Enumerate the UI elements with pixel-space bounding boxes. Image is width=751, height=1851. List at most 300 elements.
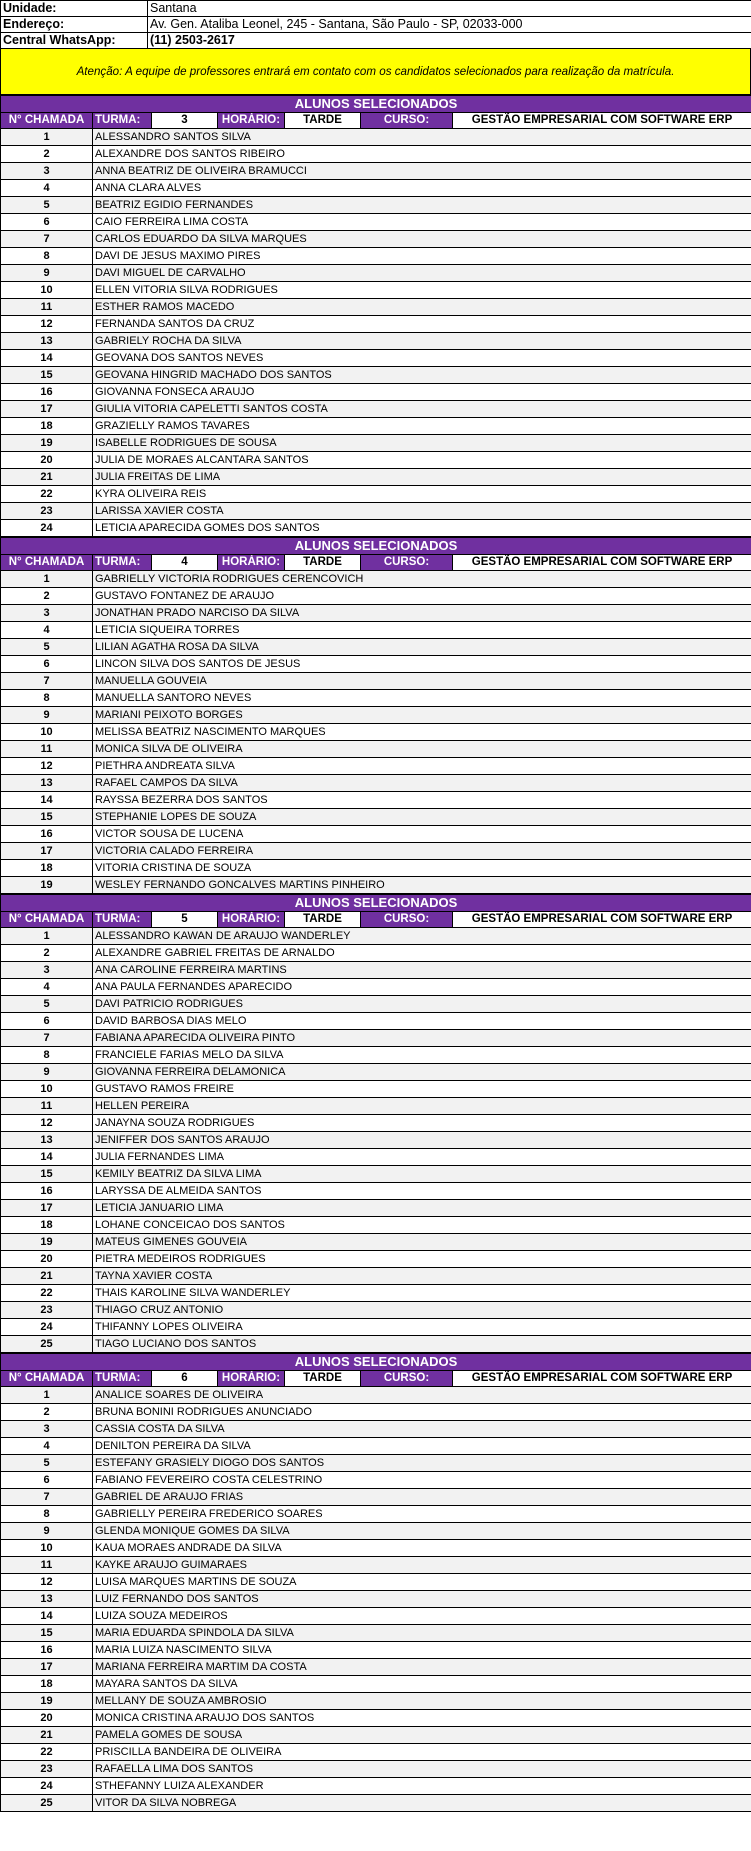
student-name: RAYSSA BEZERRA DOS SANTOS <box>93 792 751 809</box>
student-name: ESTEFANY GRASIELY DIOGO DOS SANTOS <box>93 1455 751 1472</box>
student-name: TAYNA XAVIER COSTA <box>93 1268 751 1285</box>
chamada-number: 2 <box>1 945 93 962</box>
turma-section <box>0 95 751 537</box>
horario-label: HORÁRIO: <box>218 1371 285 1387</box>
chamada-number: 11 <box>1 299 93 316</box>
student-row <box>1 1132 751 1149</box>
student-name: GIULIA VITORIA CAPELETTI SANTOS COSTA <box>93 401 751 418</box>
chamada-number: 19 <box>1 1234 93 1251</box>
chamada-number: 14 <box>1 350 93 367</box>
student-row <box>1 1438 751 1455</box>
chamada-number: 14 <box>1 792 93 809</box>
chamada-number: 8 <box>1 248 93 265</box>
student-row <box>1 197 751 214</box>
chamada-number: 18 <box>1 1217 93 1234</box>
chamada-number: 12 <box>1 316 93 333</box>
student-row <box>1 724 751 741</box>
student-row <box>1 1285 751 1302</box>
student-name: GABRIELY ROCHA DA SILVA <box>93 333 751 350</box>
student-row <box>1 248 751 265</box>
student-name: MAYARA SANTOS DA SILVA <box>93 1676 751 1693</box>
student-row <box>1 1761 751 1778</box>
student-row <box>1 1557 751 1574</box>
student-name: GUSTAVO RAMOS FREIRE <box>93 1081 751 1098</box>
chamada-number: 10 <box>1 282 93 299</box>
horario-value: TARDE <box>285 912 361 928</box>
chamada-number: 2 <box>1 1404 93 1421</box>
chamada-number: 10 <box>1 1081 93 1098</box>
student-name: KEMILY BEATRIZ DA SILVA LIMA <box>93 1166 751 1183</box>
student-row <box>1 146 751 163</box>
chamada-number: 21 <box>1 1727 93 1744</box>
student-name: PIETRA MEDEIROS RODRIGUES <box>93 1251 751 1268</box>
student-name: JENIFFER DOS SANTOS ARAUJO <box>93 1132 751 1149</box>
student-row <box>1 758 751 775</box>
chamada-number: 4 <box>1 622 93 639</box>
student-name: DAVI MIGUEL DE CARVALHO <box>93 265 751 282</box>
chamada-header: N° CHAMADA <box>1 555 93 571</box>
chamada-number: 17 <box>1 401 93 418</box>
student-row <box>1 1047 751 1064</box>
unidade-label: Unidade: <box>1 1 148 17</box>
chamada-number: 6 <box>1 1013 93 1030</box>
student-name: GABRIELLY VICTORIA RODRIGUES CERENCOVICH <box>93 571 751 588</box>
student-name: STHEFANNY LUIZA ALEXANDER <box>93 1778 751 1795</box>
chamada-number: 24 <box>1 520 93 537</box>
student-name: GLENDA MONIQUE GOMES DA SILVA <box>93 1523 751 1540</box>
student-row <box>1 979 751 996</box>
endereco-row <box>1 17 751 33</box>
chamada-number: 19 <box>1 435 93 452</box>
student-name: MARIANI PEIXOTO BORGES <box>93 707 751 724</box>
turma-value: 4 <box>152 555 218 571</box>
student-row <box>1 384 751 401</box>
chamada-number: 13 <box>1 1591 93 1608</box>
student-row <box>1 877 751 894</box>
student-name: ANNA BEATRIZ DE OLIVEIRA BRAMUCCI <box>93 163 751 180</box>
section-header-row <box>1 912 751 928</box>
student-name: LETICIA SIQUEIRA TORRES <box>93 622 751 639</box>
student-name: ISABELLE RODRIGUES DE SOUSA <box>93 435 751 452</box>
student-row <box>1 928 751 945</box>
chamada-number: 16 <box>1 1642 93 1659</box>
student-row <box>1 231 751 248</box>
chamada-number: 17 <box>1 843 93 860</box>
student-row <box>1 1744 751 1761</box>
student-name: JULIA FERNANDES LIMA <box>93 1149 751 1166</box>
section-header-row <box>1 1371 751 1387</box>
student-row <box>1 503 751 520</box>
section-header-row <box>1 555 751 571</box>
chamada-number: 20 <box>1 452 93 469</box>
student-name: LOHANE CONCEICAO DOS SANTOS <box>93 1217 751 1234</box>
chamada-number: 20 <box>1 1251 93 1268</box>
chamada-number: 13 <box>1 775 93 792</box>
chamada-header: N° CHAMADA <box>1 912 93 928</box>
chamada-number: 6 <box>1 1472 93 1489</box>
student-row <box>1 1455 751 1472</box>
student-name: KAYKE ARAUJO GUIMARAES <box>93 1557 751 1574</box>
chamada-number: 18 <box>1 1676 93 1693</box>
horario-label: HORÁRIO: <box>218 912 285 928</box>
student-name: GABRIEL DE ARAUJO FRIAS <box>93 1489 751 1506</box>
unit-info-table <box>0 0 751 49</box>
student-name: JULIA FREITAS DE LIMA <box>93 469 751 486</box>
chamada-number: 7 <box>1 1489 93 1506</box>
student-row <box>1 656 751 673</box>
student-name: ELLEN VITORIA SILVA RODRIGUES <box>93 282 751 299</box>
chamada-number: 12 <box>1 1115 93 1132</box>
student-name: MANUELLA GOUVEIA <box>93 673 751 690</box>
student-row <box>1 1166 751 1183</box>
student-row <box>1 282 751 299</box>
chamada-number: 5 <box>1 197 93 214</box>
student-row <box>1 1608 751 1625</box>
chamada-number: 22 <box>1 1285 93 1302</box>
student-row <box>1 843 751 860</box>
horario-value: TARDE <box>285 555 361 571</box>
student-name: MANUELLA SANTORO NEVES <box>93 690 751 707</box>
chamada-number: 8 <box>1 1506 93 1523</box>
student-name: MARIANA FERREIRA MARTIM DA COSTA <box>93 1659 751 1676</box>
chamada-number: 1 <box>1 129 93 146</box>
student-row <box>1 1591 751 1608</box>
chamada-number: 15 <box>1 367 93 384</box>
student-row <box>1 1115 751 1132</box>
student-row <box>1 809 751 826</box>
turma-label: TURMA: <box>93 1371 152 1387</box>
student-name: LUIZ FERNANDO DOS SANTOS <box>93 1591 751 1608</box>
curso-label: CURSO: <box>361 912 453 928</box>
chamada-header: N° CHAMADA <box>1 113 93 129</box>
chamada-number: 11 <box>1 1098 93 1115</box>
chamada-number: 16 <box>1 384 93 401</box>
chamada-number: 1 <box>1 1387 93 1404</box>
student-name: ESTHER RAMOS MACEDO <box>93 299 751 316</box>
student-row <box>1 214 751 231</box>
student-name: BRUNA BONINI RODRIGUES ANUNCIADO <box>93 1404 751 1421</box>
chamada-number: 3 <box>1 962 93 979</box>
student-name: DAVI PATRICIO RODRIGUES <box>93 996 751 1013</box>
chamada-number: 16 <box>1 1183 93 1200</box>
chamada-number: 5 <box>1 1455 93 1472</box>
chamada-number: 20 <box>1 1710 93 1727</box>
student-name: MATEUS GIMENES GOUVEIA <box>93 1234 751 1251</box>
student-row <box>1 520 751 537</box>
horario-value: TARDE <box>285 113 361 129</box>
student-name: DENILTON PEREIRA DA SILVA <box>93 1438 751 1455</box>
student-row <box>1 1098 751 1115</box>
student-name: RAFAELLA LIMA DOS SANTOS <box>93 1761 751 1778</box>
student-row <box>1 707 751 724</box>
student-name: LILIAN AGATHA ROSA DA SILVA <box>93 639 751 656</box>
student-row <box>1 741 751 758</box>
student-name: STEPHANIE LOPES DE SOUZA <box>93 809 751 826</box>
student-row <box>1 1727 751 1744</box>
student-row <box>1 1421 751 1438</box>
unidade-value: Santana <box>148 1 751 17</box>
chamada-number: 21 <box>1 1268 93 1285</box>
student-name: CASSIA COSTA DA SILVA <box>93 1421 751 1438</box>
student-row <box>1 1778 751 1795</box>
student-row <box>1 1183 751 1200</box>
chamada-number: 24 <box>1 1778 93 1795</box>
student-row <box>1 452 751 469</box>
student-row <box>1 1081 751 1098</box>
students-table <box>0 95 751 537</box>
whatsapp-value: (11) 2503-2617 <box>148 33 751 49</box>
chamada-number: 16 <box>1 826 93 843</box>
unidade-row <box>1 1 751 17</box>
chamada-number: 25 <box>1 1336 93 1353</box>
student-row <box>1 639 751 656</box>
student-row <box>1 826 751 843</box>
students-table <box>0 1353 751 1812</box>
student-row <box>1 1404 751 1421</box>
student-row <box>1 265 751 282</box>
chamada-number: 2 <box>1 146 93 163</box>
student-name: GABRIELLY PEREIRA FREDERICO SOARES <box>93 1506 751 1523</box>
section-title: ALUNOS SELECIONADOS <box>1 1354 751 1371</box>
student-name: THIFANNY LOPES OLIVEIRA <box>93 1319 751 1336</box>
chamada-number: 22 <box>1 1744 93 1761</box>
student-row <box>1 333 751 350</box>
student-name: BEATRIZ EGIDIO FERNANDES <box>93 197 751 214</box>
student-row <box>1 605 751 622</box>
student-name: VITORIA CRISTINA DE SOUZA <box>93 860 751 877</box>
student-row <box>1 401 751 418</box>
student-name: TIAGO LUCIANO DOS SANTOS <box>93 1336 751 1353</box>
chamada-number: 4 <box>1 180 93 197</box>
student-row <box>1 350 751 367</box>
chamada-number: 4 <box>1 1438 93 1455</box>
selected-students-sections <box>0 95 751 1812</box>
chamada-number: 13 <box>1 1132 93 1149</box>
chamada-number: 14 <box>1 1608 93 1625</box>
student-name: DAVI DE JESUS MAXIMO PIRES <box>93 248 751 265</box>
chamada-number: 12 <box>1 1574 93 1591</box>
notice-banner <box>0 49 751 95</box>
student-name: ALEXANDRE GABRIEL FREITAS DE ARNALDO <box>93 945 751 962</box>
student-name: JANAYNA SOUZA RODRIGUES <box>93 1115 751 1132</box>
student-name: ALESSANDRO KAWAN DE ARAUJO WANDERLEY <box>93 928 751 945</box>
chamada-number: 3 <box>1 1421 93 1438</box>
turma-section <box>0 1353 751 1812</box>
student-row <box>1 1472 751 1489</box>
student-name: ANNA CLARA ALVES <box>93 180 751 197</box>
curso-value: GESTÃO EMPRESARIAL COM SOFTWARE ERP <box>453 555 751 571</box>
curso-value: GESTÃO EMPRESARIAL COM SOFTWARE ERP <box>453 113 751 129</box>
student-row <box>1 367 751 384</box>
student-name: GIOVANNA FERREIRA DELAMONICA <box>93 1064 751 1081</box>
chamada-number: 23 <box>1 1302 93 1319</box>
chamada-header: N° CHAMADA <box>1 1371 93 1387</box>
student-name: MONICA CRISTINA ARAUJO DOS SANTOS <box>93 1710 751 1727</box>
chamada-number: 3 <box>1 605 93 622</box>
chamada-number: 9 <box>1 707 93 724</box>
turma-value: 6 <box>152 1371 218 1387</box>
student-row <box>1 129 751 146</box>
chamada-number: 1 <box>1 571 93 588</box>
student-name: ANA PAULA FERNANDES APARECIDO <box>93 979 751 996</box>
chamada-number: 10 <box>1 724 93 741</box>
chamada-number: 15 <box>1 1625 93 1642</box>
student-name: GUSTAVO FONTANEZ DE ARAUJO <box>93 588 751 605</box>
student-row <box>1 1217 751 1234</box>
section-header-row <box>1 113 751 129</box>
chamada-number: 9 <box>1 1523 93 1540</box>
chamada-number: 7 <box>1 673 93 690</box>
horario-value: TARDE <box>285 1371 361 1387</box>
student-row <box>1 588 751 605</box>
chamada-number: 10 <box>1 1540 93 1557</box>
student-row <box>1 1234 751 1251</box>
student-name: LETICIA APARECIDA GOMES DOS SANTOS <box>93 520 751 537</box>
student-name: DAVID BARBOSA DIAS MELO <box>93 1013 751 1030</box>
whatsapp-label: Central WhatsApp: <box>1 33 148 49</box>
chamada-number: 8 <box>1 690 93 707</box>
student-name: LUISA MARQUES MARTINS DE SOUZA <box>93 1574 751 1591</box>
turma-value: 5 <box>152 912 218 928</box>
chamada-number: 21 <box>1 469 93 486</box>
chamada-number: 7 <box>1 1030 93 1047</box>
curso-label: CURSO: <box>361 1371 453 1387</box>
student-name: WESLEY FERNANDO GONCALVES MARTINS PINHEIRO <box>93 877 751 894</box>
chamada-number: 18 <box>1 418 93 435</box>
student-row <box>1 1268 751 1285</box>
student-row <box>1 1540 751 1557</box>
curso-value: GESTÃO EMPRESARIAL COM SOFTWARE ERP <box>453 1371 751 1387</box>
student-name: FRANCIELE FARIAS MELO DA SILVA <box>93 1047 751 1064</box>
student-row <box>1 435 751 452</box>
student-row <box>1 1659 751 1676</box>
student-row <box>1 792 751 809</box>
chamada-number: 6 <box>1 656 93 673</box>
student-name: FABIANA APARECIDA OLIVEIRA PINTO <box>93 1030 751 1047</box>
section-title: ALUNOS SELECIONADOS <box>1 538 751 555</box>
turma-label: TURMA: <box>93 912 152 928</box>
chamada-number: 12 <box>1 758 93 775</box>
chamada-number: 22 <box>1 486 93 503</box>
chamada-number: 18 <box>1 860 93 877</box>
chamada-number: 4 <box>1 979 93 996</box>
horario-label: HORÁRIO: <box>218 555 285 571</box>
student-name: LINCON SILVA DOS SANTOS DE JESUS <box>93 656 751 673</box>
curso-label: CURSO: <box>361 555 453 571</box>
chamada-number: 23 <box>1 1761 93 1778</box>
student-row <box>1 1251 751 1268</box>
student-row <box>1 860 751 877</box>
chamada-number: 15 <box>1 1166 93 1183</box>
turma-section <box>0 537 751 894</box>
student-name: JONATHAN PRADO NARCISO DA SILVA <box>93 605 751 622</box>
students-table <box>0 537 751 894</box>
student-name: ALESSANDRO SANTOS SILVA <box>93 129 751 146</box>
student-name: GEOVANA HINGRID MACHADO DOS SANTOS <box>93 367 751 384</box>
student-name: RAFAEL CAMPOS DA SILVA <box>93 775 751 792</box>
student-name: PRISCILLA BANDEIRA DE OLIVEIRA <box>93 1744 751 1761</box>
student-row <box>1 1302 751 1319</box>
student-name: FERNANDA SANTOS DA CRUZ <box>93 316 751 333</box>
student-row <box>1 1200 751 1217</box>
section-title-row <box>1 895 751 912</box>
student-name: VICTORIA CALADO FERREIRA <box>93 843 751 860</box>
student-name: KAUA MORAES ANDRADE DA SILVA <box>93 1540 751 1557</box>
chamada-number: 2 <box>1 588 93 605</box>
chamada-number: 1 <box>1 928 93 945</box>
student-row <box>1 1149 751 1166</box>
student-row <box>1 775 751 792</box>
chamada-number: 24 <box>1 1319 93 1336</box>
chamada-number: 13 <box>1 333 93 350</box>
chamada-number: 19 <box>1 1693 93 1710</box>
chamada-number: 8 <box>1 1047 93 1064</box>
student-row <box>1 1795 751 1812</box>
chamada-number: 19 <box>1 877 93 894</box>
chamada-number: 7 <box>1 231 93 248</box>
student-row <box>1 163 751 180</box>
student-row <box>1 690 751 707</box>
student-row <box>1 1013 751 1030</box>
student-row <box>1 418 751 435</box>
student-name: ALEXANDRE DOS SANTOS RIBEIRO <box>93 146 751 163</box>
student-name: LUIZA SOUZA MEDEIROS <box>93 1608 751 1625</box>
chamada-number: 11 <box>1 1557 93 1574</box>
chamada-number: 25 <box>1 1795 93 1812</box>
section-title-row <box>1 1354 751 1371</box>
student-row <box>1 1064 751 1081</box>
student-row <box>1 1336 751 1353</box>
student-name: CAIO FERREIRA LIMA COSTA <box>93 214 751 231</box>
student-row <box>1 486 751 503</box>
student-name: MELISSA BEATRIZ NASCIMENTO MARQUES <box>93 724 751 741</box>
whatsapp-row <box>1 33 751 49</box>
student-name: GRAZIELLY RAMOS TAVARES <box>93 418 751 435</box>
student-row <box>1 622 751 639</box>
student-row <box>1 1506 751 1523</box>
curso-value: GESTÃO EMPRESARIAL COM SOFTWARE ERP <box>453 912 751 928</box>
student-name: VITOR DA SILVA NOBREGA <box>93 1795 751 1812</box>
student-row <box>1 1676 751 1693</box>
endereco-label: Endereço: <box>1 17 148 33</box>
student-name: FABIANO FEVEREIRO COSTA CELESTRINO <box>93 1472 751 1489</box>
chamada-number: 9 <box>1 1064 93 1081</box>
student-row <box>1 1030 751 1047</box>
chamada-number: 9 <box>1 265 93 282</box>
student-name: PAMELA GOMES DE SOUSA <box>93 1727 751 1744</box>
turma-value: 3 <box>152 113 218 129</box>
horario-label: HORÁRIO: <box>218 113 285 129</box>
student-row <box>1 469 751 486</box>
student-row <box>1 1625 751 1642</box>
student-name: ANALICE SOARES DE OLIVEIRA <box>93 1387 751 1404</box>
student-name: LARISSA XAVIER COSTA <box>93 503 751 520</box>
chamada-number: 17 <box>1 1659 93 1676</box>
student-row <box>1 996 751 1013</box>
student-name: HELLEN PEREIRA <box>93 1098 751 1115</box>
student-name: MELLANY DE SOUZA AMBROSIO <box>93 1693 751 1710</box>
student-row <box>1 1489 751 1506</box>
student-row <box>1 1574 751 1591</box>
student-row <box>1 1693 751 1710</box>
chamada-number: 14 <box>1 1149 93 1166</box>
student-name: GEOVANA DOS SANTOS NEVES <box>93 350 751 367</box>
turma-section <box>0 894 751 1353</box>
student-row <box>1 962 751 979</box>
student-name: LETICIA JANUARIO LIMA <box>93 1200 751 1217</box>
student-name: LARYSSA DE ALMEIDA SANTOS <box>93 1183 751 1200</box>
student-row <box>1 571 751 588</box>
